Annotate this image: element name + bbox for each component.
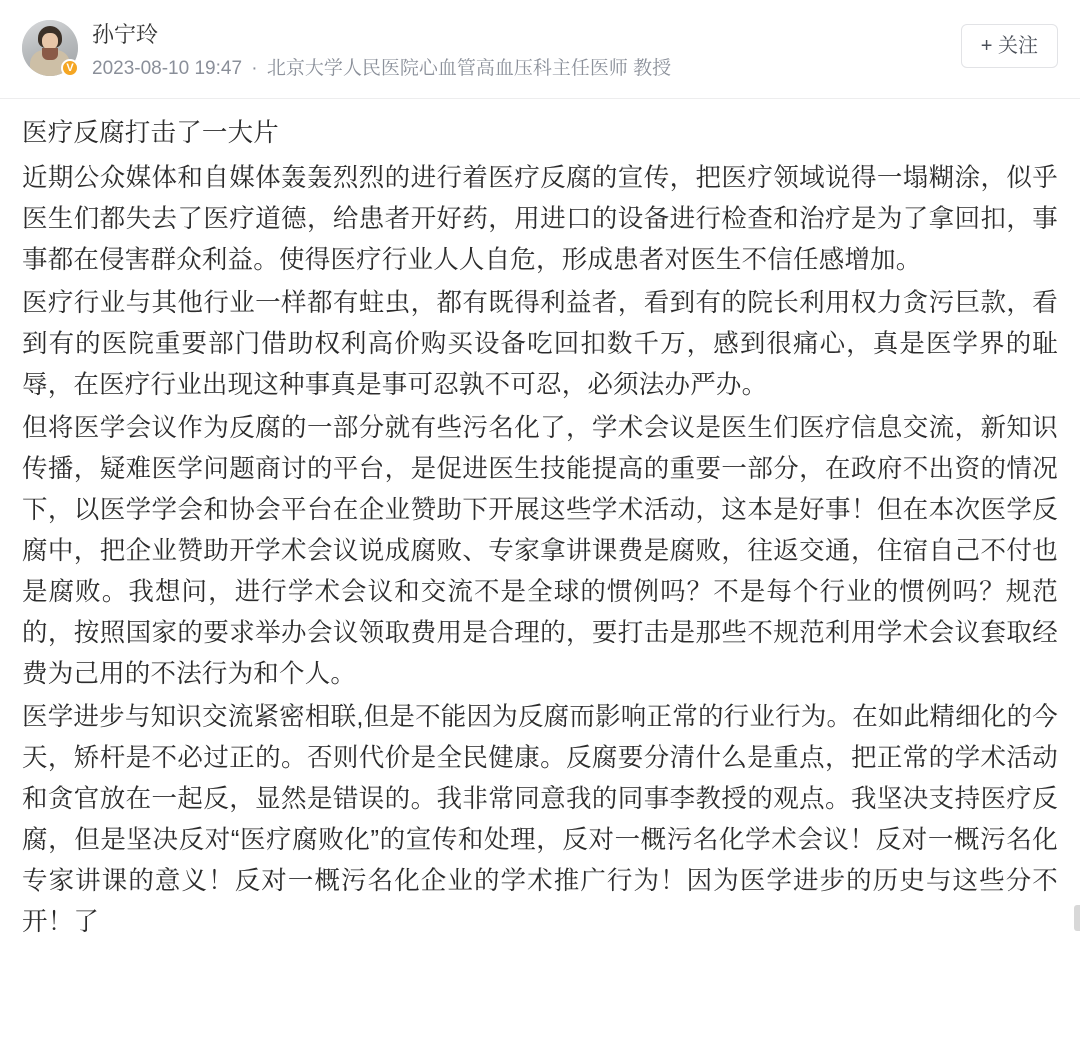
post-meta: [92, 56, 671, 82]
post-timestamp[interactable]: 2023-08-10 19:47: [92, 58, 243, 79]
post-header: [0, 0, 1080, 90]
post-paragraph: 医疗行业与其他行业一样都有蛀虫，都有既得利益者，看到有的院长利用权力贪污巨款，看到有的医院重要部门借助权利高价购买设备吃回扣数千万，感到很痛心，真是医学界的耻辱，在医疗行业出现这种事真是事可忍孰不可忍，必须法办严办。: [22, 289, 1058, 399]
author-info: [92, 18, 671, 82]
post-paragraph: 医学进步与知识交流紧密相联,但是不能因为反腐而影响正常的行业行为。在如此精细化的今天，矫杆是不必过正的。否则代价是全民健康。反腐要分清什么是重点，把正常的学术活动和贪官放在一起反，显然是错误的。我非常同意我的同事李教授的观点。我坚决支持医疗反腐，但是坚决反对“医疗腐败化”的宣传和处理，反对一概污名化学术会议！反对一概污名化专家讲课的意义！反对一概污名化企业的学术推广行为！因为医学进步的历史与这些分不开！了: [22, 703, 1058, 936]
scroll-indicator[interactable]: [1074, 905, 1080, 931]
post-paragraph: 但将医学会议作为反腐的一部分就有些污名化了，学术会议是医生们医疗信息交流，新知识传播，疑难医学问题商讨的平台，是促进医生技能提高的重要一部分，在政府不出资的情况下，以医学学会和协会平台在企业赞助下开展这些学术活动，这本是好事！但在本次医学反腐中，把企业赞助开学术会议说成腐败、专家拿讲课费是腐败，往返交通，住宿自己不付也是腐败。我想问，进行学术会议和交流不是全球的惯例吗？不是每个行业的惯例吗？规范的，按照国家的要求举办会议领取费用是合理的，要打击是那些不规范利用学术会议套取经费为己用的不法行为和个人。: [22, 414, 1058, 688]
avatar[interactable]: [22, 20, 78, 76]
post-paragraph: 近期公众媒体和自媒体轰轰烈烈的进行着医疗反腐的宣传，把医疗领域说得一塌糊涂，似乎医生们都失去了医疗道德，给患者开好药，用进口的设备进行检查和治疗是为了拿回扣，事事都在侵害群众利益。使得医疗行业人人自危，形成患者对医生不信任感增加。: [22, 164, 1058, 274]
meta-separator: ·: [251, 58, 258, 79]
author-name[interactable]: 孙宁玲: [92, 22, 159, 47]
avatar-scarf: [42, 48, 58, 60]
verified-badge-icon: V: [61, 59, 79, 77]
post-title: 医疗反腐打击了一大片: [22, 119, 280, 147]
post-content: [0, 99, 1080, 943]
post-source: 北京大学人民医院心血管高血压科主任医师 教授: [266, 58, 672, 79]
follow-button[interactable]: + 关注: [961, 24, 1058, 68]
